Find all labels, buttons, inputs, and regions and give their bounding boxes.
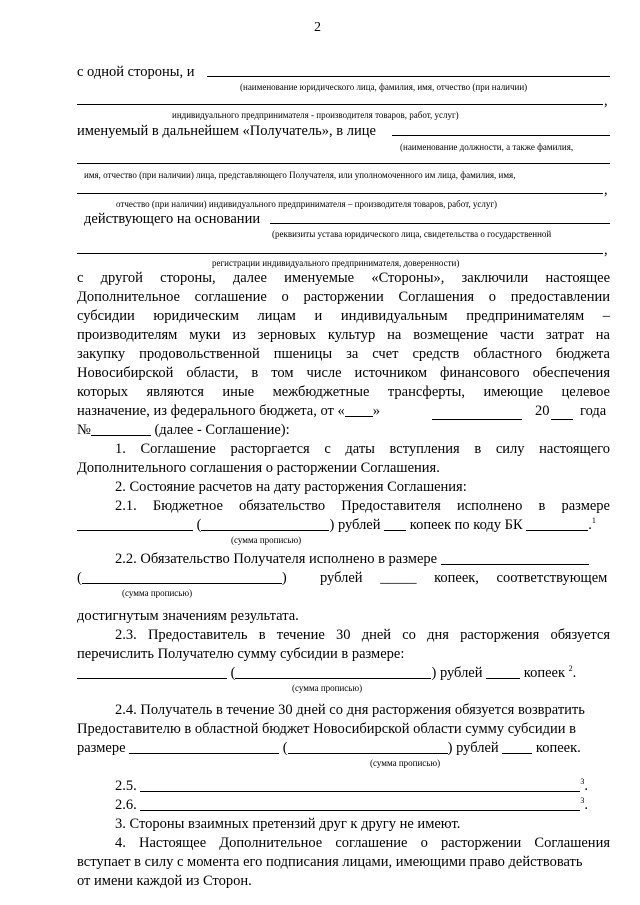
basis-label: действующего на основании xyxy=(84,211,261,227)
sum-caption: (сумма прописью) xyxy=(122,588,193,598)
clause-2-4-line-2: Предоставителю в областной бюджет Новосибирской области сумму субсидии в xyxy=(77,721,576,737)
footnote-ref: 1 xyxy=(591,516,596,525)
basis-note: (реквизиты устава юридического лица, свидетельства о государственной xyxy=(272,229,552,239)
preamble-line: с другой стороны, далее именуемые «Стороны», заключили настоящее xyxy=(77,270,610,286)
kop-label: копеек. xyxy=(535,740,581,756)
page-number: 2 xyxy=(314,20,321,35)
clause-2-2-line xyxy=(115,551,589,567)
clause-2-title: 2. Состояние расчетов на дату расторжения Соглашения: xyxy=(115,479,467,495)
year-prefix: 20 xyxy=(535,403,550,419)
date-month-field[interactable] xyxy=(432,406,522,420)
clause-2-4-line-3: размере ( ) рублей копеек. xyxy=(77,740,581,756)
clause-1-line: 1. Соглашение расторгается с даты вступления в силу настоящего xyxy=(115,441,610,457)
clause-4-line: 4. Настоящее Дополнительное соглашение о расторжении Соглашения xyxy=(115,835,610,851)
side1-field[interactable] xyxy=(207,76,610,77)
comma: , xyxy=(604,93,608,109)
recipient-note: (наименование должности, а также фамилия, xyxy=(400,142,574,152)
size-label: размере xyxy=(77,740,126,756)
date-day-field[interactable] xyxy=(345,403,373,417)
basis-field-2[interactable] xyxy=(77,253,603,254)
clause-2-5-field[interactable] xyxy=(140,778,580,792)
clause-2-5-label: 2.5. xyxy=(115,778,137,794)
date-year-field[interactable] xyxy=(551,406,573,420)
preamble-line: субсидии юридическим лицам и индивидуальным предпринимателям – xyxy=(77,308,610,324)
preamble-line: производителям муки из зерновых культур на возмещение части затрат на xyxy=(77,327,610,343)
amount-words-field[interactable] xyxy=(288,740,448,754)
clause-2-2-tail: рублей _____ копеек, соответствующем xyxy=(320,570,608,586)
kbk-label: копеек по коду БК xyxy=(409,517,523,533)
recipient-label: именуемый в дальнейшем «Получатель», в лице xyxy=(77,123,376,139)
date-prefix: назначение, из федерального бюджета, от « xyxy=(77,403,345,419)
recipient-field-2[interactable] xyxy=(77,163,610,164)
comma: , xyxy=(604,182,608,198)
amount-field[interactable] xyxy=(129,740,279,754)
clause-2-3-line-2: перечислить Получателю сумму субсидии в размере: xyxy=(77,646,405,662)
side1-label: с одной стороны, и xyxy=(77,64,195,80)
kop-label: копеек xyxy=(523,665,565,681)
side1-note-2: индивидуального предпринимателя - производителя товаров, работ, услуг) xyxy=(172,110,459,120)
number-sign: № xyxy=(77,422,91,438)
clause-4-line-2: вступает в силу с момента его подписания лицами, имеющими право действовать xyxy=(77,854,583,870)
preamble-line xyxy=(77,403,380,419)
comma: , xyxy=(604,242,608,258)
kop-field[interactable] xyxy=(502,740,532,754)
kop-field[interactable] xyxy=(384,517,406,531)
clause-2-4-line: 2.4. Получатель в течение 30 дней со дня расторжения обязуется возвратить xyxy=(115,702,585,718)
preamble-line: Дополнительное соглашение о расторжении Соглашения о предоставлении xyxy=(77,289,610,305)
number-line xyxy=(77,422,290,438)
amount-words-field[interactable] xyxy=(201,517,329,531)
clause-3: 3. Стороны взаимных претензий друг к другу не имеют. xyxy=(115,816,461,832)
footnote-ref: 2 xyxy=(568,664,573,673)
side1-note: (наименование юридического лица, фамилия, имя, отчество (при наличии) xyxy=(240,82,528,92)
recipient-note-2: имя, отчество (при наличии) лица, представляющего Получателя, или уполномоченного им лица, фамилия, имя, xyxy=(84,170,516,180)
clause-2-5: 2.5. $^3$. xyxy=(115,777,588,794)
rub-label: рублей xyxy=(337,517,381,533)
clause-4-line-3: от имени каждой из Сторон. xyxy=(77,873,252,889)
amount-field[interactable] xyxy=(77,665,227,679)
clause-2-2-line-3: достигнутым значениям результата. xyxy=(77,608,299,624)
preamble-line: которых являются иные межбюджетные трансферты, имеющие целевое xyxy=(77,384,610,400)
footnote-ref: 3 xyxy=(580,796,585,805)
kbk-field[interactable] xyxy=(526,517,588,531)
rub-label: рублей xyxy=(456,740,499,756)
agreement-number-field[interactable] xyxy=(91,422,151,436)
footnote-ref: 3 xyxy=(580,777,585,786)
sum-caption: (сумма прописью) xyxy=(231,535,302,545)
recipient-field[interactable] xyxy=(392,135,610,136)
clause-2-2-text: 2.2. Обязательство Получателя исполнено в размере xyxy=(115,551,438,567)
clause-2-1-line: 2.1. Бюджетное обязательство Предоставителя исполнено в размере xyxy=(115,498,610,514)
preamble-line: закупку продовольственной пшеницы за счет средств областного бюджета xyxy=(77,346,610,362)
quote-close: » xyxy=(372,403,381,419)
recipient-note-3: отчество (при наличии) индивидуального предпринимателя – производителя товаров, работ, услуг) xyxy=(116,199,498,209)
basis-field[interactable] xyxy=(270,223,610,224)
clause-2-6-field[interactable] xyxy=(140,797,580,811)
clause-1-line: Дополнительного соглашения о расторжении Соглашения. xyxy=(77,460,440,476)
side1-field-2[interactable] xyxy=(77,104,603,105)
preamble-end: (далее - Соглашение): xyxy=(154,422,290,438)
sum-caption: (сумма прописью) xyxy=(292,683,363,693)
clause-2-3-line-3: ( ) рублей копеек $^2$. xyxy=(77,665,576,681)
clause-2-1-line-2: ( ) рублей копеек по коду БК .$^1$ xyxy=(77,517,596,533)
amount-words-field[interactable] xyxy=(235,665,431,679)
kop-field[interactable] xyxy=(486,665,520,679)
sum-caption: (сумма прописью) xyxy=(370,758,441,768)
rub-label: рублей xyxy=(439,665,483,681)
year-word: года xyxy=(580,403,607,419)
clause-2-6-label: 2.6. xyxy=(115,797,137,813)
preamble-line: Новосибирской области, в том числе источником финансового обеспечения xyxy=(77,365,610,381)
amount-field[interactable] xyxy=(77,517,193,531)
clause-2-3-line: 2.3. Предоставитель в течение 30 дней со дня расторжения обязуется xyxy=(115,627,610,643)
clause-2-2-line-2: ( ) xyxy=(77,570,287,586)
clause-2-6: 2.6. $^3$. xyxy=(115,796,588,813)
amount-words-field[interactable] xyxy=(82,570,282,584)
recipient-field-3[interactable] xyxy=(77,193,603,194)
basis-note-2: регистрации индивидуального предпринимателя, доверенности) xyxy=(212,258,460,268)
amount-field[interactable] xyxy=(441,551,589,565)
